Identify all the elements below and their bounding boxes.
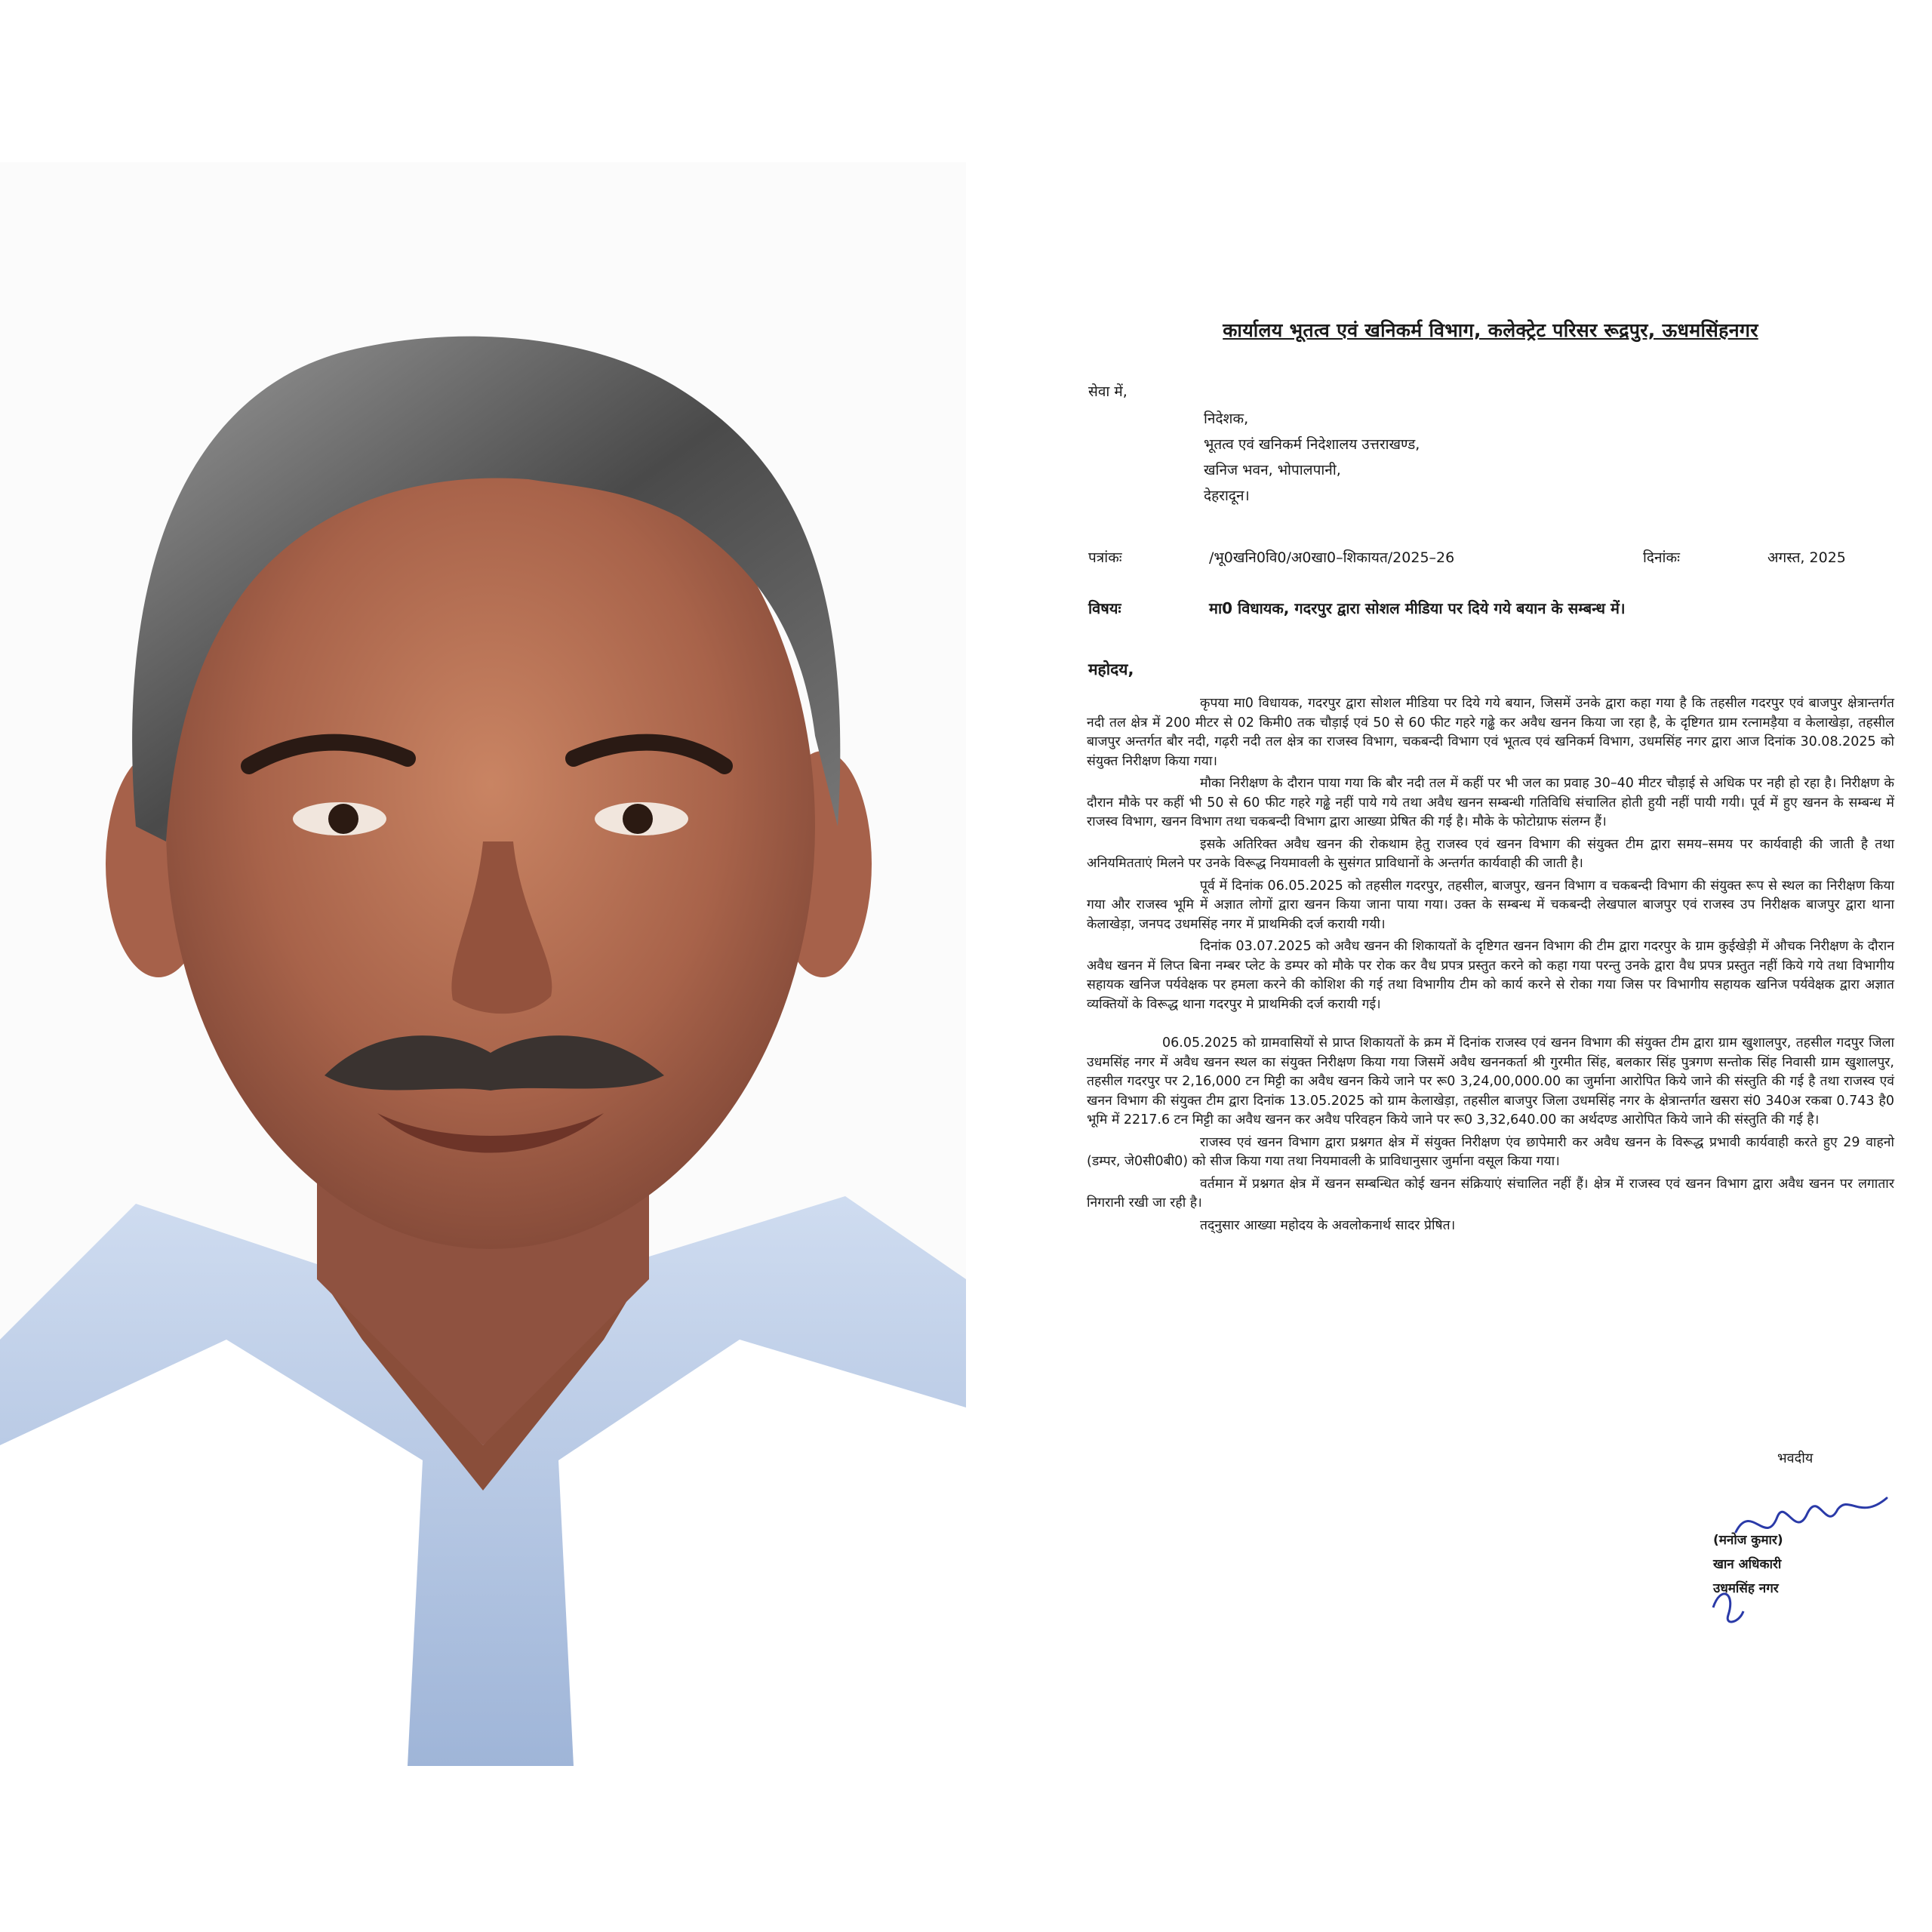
- official-letter: [966, 287, 1932, 1766]
- paragraph: 06.05.2025 को ग्रामवासियों से प्राप्त शिकायतों के क्रम में दिनांक राजस्व एवं खनन विभाग की संयुक्त टीम द्वारा ग्राम खुशालपुर, तहसील गदपुर जिला उधमसिंह नगर में अवैध खनन स्थल का संयुक्त निरीक्षण किया गया जिसमें अवैध खननकर्ता श्री गुरमीत सिंह, बलकार सिंह पुत्रगण सन्तोक सिंह निवासी ग्राम खुशालपुर, तहसील गदरपुर पर 2,16,000 टन मिट्टी का अवैध खनन किये जाने पर रू0 3,24,00,000.00 का जुर्माना आरोपित किये जाने की संस्तुति की गई है तथा राजस्व एवं खनन विभाग की संयुक्त टीम द्वारा दिनांक 13.05.2025 को ग्राम केलाखेड़ा, तहसील बाजपुर जिला उधमसिंह नगर के क्षेत्रान्तर्गत खसरा सं0 340अ रकबा 0.743 है0 भूमि में 2217.6 टन मिट्टी का अवैध खनन कर अवैध परिवहन किये जाने पर रू0 3,32,640.00 का अर्थदण्ड आरोपित किये जाने की संस्तुति की गई है।: [1087, 1035, 1894, 1128]
- paragraph: दिनांक 03.07.2025 को अवैध खनन की शिकायतों के दृष्टिगत खनन विभाग की टीम द्वारा गदरपुर के ग्राम कुईखेड़ी में औचक निरीक्षण के दौरान अवैध खनन में लिप्त बिना नम्बर प्लेट के डम्पर को मौके पर रोक कर वैध प्रपत्र प्रस्तुत करने को कहा गया परन्तु उनके द्वारा वैध प्रपत्र प्रस्तुत नहीं किये गये तथा विभागीय सहायक खनिज पर्यवेक्षक पर हमला करने की कोशिश की गई तथा विभागीय टीम को कार्य करने से रोका गया जिस पर विभागीय सहायक खनिज पर्यवेक्षक द्वारा अज्ञात व्यक्तियों के विरूद्ध थाना गदरपुर मे प्राथमिकी दर्ज करायी गई।: [1087, 939, 1894, 1012]
- paragraph: इसके अतिरिक्त अवैध खनन की रोकथाम हेतु राजस्व एवं खनन विभाग की संयुक्त टीम द्वारा समय–समय पर कार्यवाही की जाती है तथा अनियमितताएं मिलने पर उनके विरूद्ध नियमावली के सुसंगत प्राविधानों के अन्तर्गत कार्यवाही की जाती है।: [1087, 836, 1894, 871]
- recipient-address: [1204, 406, 1420, 509]
- address-line: देहरादून।: [1204, 488, 1250, 504]
- portrait-photo: [0, 162, 966, 1766]
- letter-body: [1087, 694, 1894, 1238]
- paragraph: कृपया मा0 विधायक, गदरपुर द्वारा सोशल मीडिया पर दिये गये बयान, जिसमें उनके द्वारा कहा गया है कि तहसील गदरपुर एवं बाजपुर क्षेत्रान्तर्गत नदी तल क्षेत्र में 200 मीटर से 02 किमी0 तक चौड़ाई एवं 50 से 60 फीट गहरे गढ्ढे कर अवैध खनन किया जा रहा है, के दृष्टिगत ग्राम रत्नामड़ैया व केलाखेड़ा, तहसील बाजपुर अन्तर्गत बौर नदी, गढ़री नदी तल क्षेत्र का राजस्व विभाग, चकबन्दी विभाग एवं भूतत्व एवं खनिकर्म विभाग, उधमसिंह नगर द्वारा आज दिनांक 30.08.2025 को संयुक्त निरीक्षण किया गया।: [1087, 696, 1894, 769]
- date-label: दिनांकः: [1643, 549, 1680, 566]
- paragraph: तद्नुसार आख्या महोदय के अवलोकनार्थ सादर प्रेषित।: [1200, 1217, 1456, 1233]
- paragraph: वर्तमान में प्रश्नगत क्षेत्र में खनन सम्बन्धित कोई खनन संक्रियाएं संचालित नहीं हैं। क्षेत्र में राजस्व एवं खनन विभाग द्वारा अवैध खनन पर लगातार निगरानी रखी जा रही है।: [1087, 1176, 1894, 1211]
- address-line: खनिज भवन, भोपालपानी,: [1204, 462, 1341, 478]
- date-value: अगस्त, 2025: [1767, 549, 1846, 566]
- paragraph: राजस्व एवं खनन विभाग द्वारा प्रश्नगत क्षेत्र में संयुक्त निरीक्षण एंव छापेमारी कर अवैध खनन के विरूद्ध प्रभावी कार्यवाही करते हुए 29 वाहनो (डम्पर, जे0सी0बी0) को सीज किया गया तथा नियमावली के प्राविधानुसार जुर्माना वसूल किया गया।: [1087, 1134, 1894, 1169]
- signatory-designation: खान अधिकारी: [1713, 1557, 1782, 1572]
- letterhead: कार्यालय भूतत्व एवं खनिकर्म विभाग, कलेक्ट्रेट परिसर रूद्रपुर, ऊधमसिंहनगर: [1223, 319, 1758, 341]
- signatory-name: (मनोज कुमार): [1713, 1533, 1783, 1548]
- address-line: भूतत्व एवं खनिकर्म निदेशालय उत्तराखण्ड,: [1204, 436, 1420, 453]
- closing: भवदीय: [1777, 1451, 1814, 1466]
- ref-number: /भू0खनि0वि0/अ0खा0–शिकायत/2025–26: [1209, 549, 1455, 566]
- ref-label: पत्रांकः: [1088, 549, 1122, 566]
- salutation: महोदय,: [1088, 660, 1134, 678]
- to-label: सेवा में,: [1088, 383, 1128, 400]
- subject-label: विषयः: [1088, 599, 1121, 617]
- paragraph: पूर्व में दिनांक 06.05.2025 को तहसील गदरपुर, तहसील, बाजपुर, खनन विभाग व चकबन्दी विभाग की संयुक्त रूप से स्थल का निरीक्षण किया गया और राजस्व भूमि में अज्ञात लोगों द्वारा खनन किया जाना पाया गया। उक्त के सम्बन्ध में चकबन्दी लेखपाल बाजपुर एवं राजस्व उप निरीक्षक बाजपुर द्वारा थाना केलाखेड़ा, जनपद उधमसिंह नगर में प्राथमिकी दर्ज करायी गयी।: [1087, 878, 1894, 932]
- paragraph: मौका निरीक्षण के दौरान पाया गया कि बौर नदी तल में कहीं पर भी जल का प्रवाह 30–40 मीटर चौड़ाई से अधिक पर नही हो रहा है। निरीक्षण के दौरान मौके पर कहीं भी 50 से 60 फीट गहरे गढ्ढे नहीं पाये गये तथा अवैध खनन सम्बन्धी गतिविधि संचालित होती हुयी नहीं पायी गयी। पूर्व में हुए खनन के सम्बन्ध में राजस्व विभाग, खनन विभाग तथा चकबन्दी विभाग द्वारा आख्या प्रेषित की गई है। मौके के फोटोग्राफ संलग्न हैं।: [1087, 776, 1894, 829]
- signatory-block: [1713, 1528, 1783, 1601]
- subject-text: मा0 विधायक, गदरपुर द्वारा सोशल मीडिया पर दिये गये बयान के सम्बन्ध में।: [1209, 599, 1626, 617]
- address-line: निदेशक,: [1204, 411, 1249, 427]
- signatory-location: उधमसिंह नगर: [1713, 1581, 1779, 1596]
